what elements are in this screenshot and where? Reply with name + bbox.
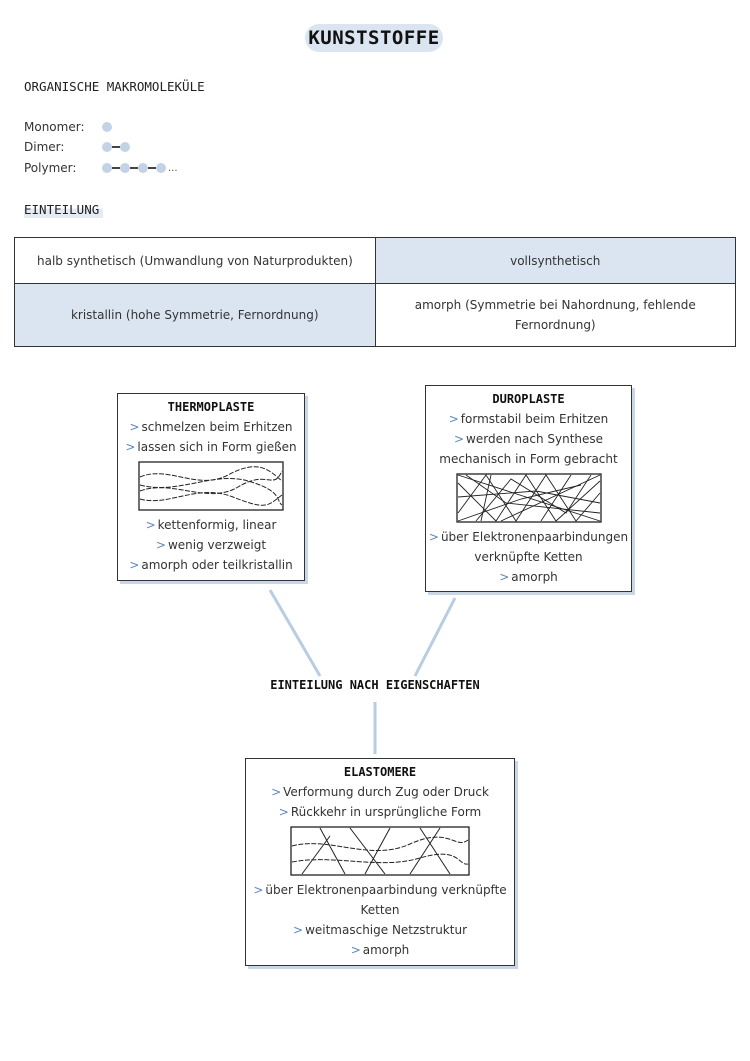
dimer-label: Dimer: (24, 140, 65, 154)
arrow-icon: > (428, 530, 439, 544)
elastomere-box (245, 758, 515, 966)
section-heading-organic: ORGANISCHE MAKROMOLEKÜLE (24, 79, 205, 94)
duroplaste-property: > formstabil beim Erhitzen (448, 412, 609, 426)
connector-duroplaste (415, 598, 455, 676)
duroplaste-property: > über Elektronenpaarbindungen (428, 530, 629, 544)
elastomere-property: > amorph (350, 943, 410, 957)
elastomere-property: > Verformung durch Zug oder Druck (271, 785, 489, 799)
elastomere-title: ELASTOMERE (343, 765, 417, 779)
elastomere-property: > Rückkehr in ursprüngliche Form (278, 805, 482, 819)
arrow-icon: > (129, 558, 140, 572)
center-label: EINTEILUNG NACH EIGENSCHAFTEN (270, 678, 480, 692)
arrow-icon: > (278, 805, 289, 819)
cell-amorph: amorph (Symmetrie bei Nahordnung, fehlende Fernordnung) (375, 284, 736, 347)
thermoplaste-property: > schmelzen beim Erhitzen (129, 420, 293, 434)
thermoplaste-property: > wenig verzweigt (155, 538, 267, 552)
duroplaste-title: DUROPLASTE (492, 392, 565, 406)
section-heading-einteilung: EINTEILUNG (24, 201, 103, 218)
arrow-icon: > (145, 518, 156, 532)
arrow-icon: > (293, 923, 304, 937)
wide-mesh-network-structure-icon (290, 826, 470, 876)
thermoplaste-title: THERMOPLASTE (167, 400, 255, 414)
duroplaste-property: verknüpfte Ketten (474, 550, 583, 564)
thermoplaste-property: > kettenformig, linear (145, 518, 277, 532)
thermoplaste-box (117, 393, 305, 581)
arrow-icon: > (271, 785, 282, 799)
duroplaste-property: > amorph (499, 570, 558, 584)
polymer-label: Polymer: (24, 161, 77, 175)
duroplaste-property: mechanisch in Form gebracht (439, 452, 618, 466)
monomer-label: Monomer: (24, 120, 85, 134)
page-title: KUNSTSTOFFE (305, 24, 443, 52)
arrow-icon: > (253, 883, 264, 897)
cell-vollsynthetisch: vollsynthetisch (375, 238, 736, 284)
thermoplaste-property: > lassen sich in Form gießen (125, 440, 297, 454)
duroplaste-property: > werden nach Synthese (453, 432, 604, 446)
cell-halbsynthetisch: halb synthetisch (Umwandlung von Naturprodukten) (15, 238, 376, 284)
duroplaste-box (425, 385, 632, 592)
arrow-icon: > (125, 440, 136, 454)
arrow-icon: > (129, 420, 140, 434)
elastomere-property: > über Elektronenpaarbindung verknüpfte (253, 883, 507, 897)
elastomere-property: > weitmaschige Netzstruktur (293, 923, 467, 937)
connector-thermoplaste (270, 590, 320, 676)
thermoplaste-property: > amorph oder teilkristallin (129, 558, 293, 572)
cell-kristallin: kristallin (hohe Symmetrie, Fernordnung) (15, 284, 376, 347)
polymer-ellipsis: ... (168, 162, 178, 174)
arrow-icon: > (499, 570, 510, 584)
linear-chain-structure-icon (138, 461, 284, 511)
arrow-icon: > (448, 412, 459, 426)
elastomere-property: Ketten (360, 903, 400, 917)
arrow-icon: > (155, 538, 166, 552)
arrow-icon: > (350, 943, 361, 957)
arrow-icon: > (453, 432, 465, 446)
dense-network-structure-icon (456, 473, 602, 523)
